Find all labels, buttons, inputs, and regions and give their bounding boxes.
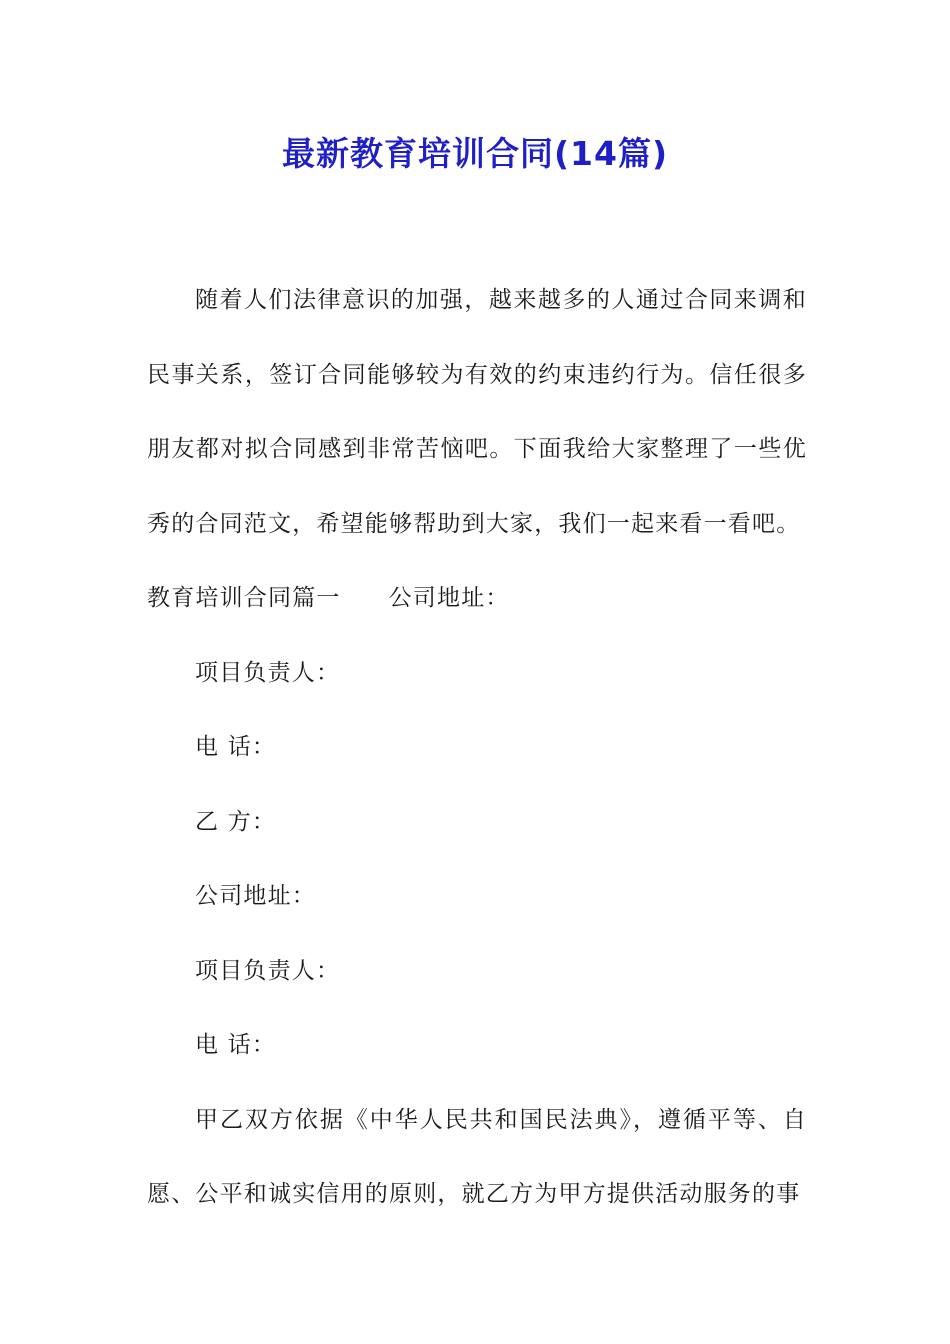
- field-company-address: 公司地址：: [195, 883, 316, 909]
- field-project-leader: 项目负责人：: [195, 659, 341, 686]
- intro-paragraph: 随着人们法律意识的加强，越来越多的人通过合同来调和民事关系，签订合同能够较为有效的约束违约行为。信任很多朋友都对拟合同感到非常苦恼吧。下面我给大家整理了一些优秀的合同范文，希望能够帮助到大家，我们一起来看一看吧。: [147, 287, 807, 537]
- field-project-leader-b: 项目负责人：: [195, 957, 341, 984]
- field-party-b: 乙 方：: [195, 808, 277, 835]
- clause-paragraph: 甲乙双方依据《中华人民共和国民法典》，遵循平等、自愿、公平和诚实信用的原则，就乙方为甲方提供活动服务的事: [147, 1106, 807, 1207]
- field-phone-b: 电 话：: [195, 1032, 277, 1058]
- section-heading: 教育培训合同篇一: [147, 585, 341, 611]
- section-heading-line: [147, 561, 807, 636]
- document-body: [147, 263, 807, 1232]
- heading-company-address: 公司地址：: [388, 585, 510, 611]
- field-phone: 电 话：: [195, 734, 277, 760]
- document-title: 最新教育培训合同(14篇): [281, 134, 669, 173]
